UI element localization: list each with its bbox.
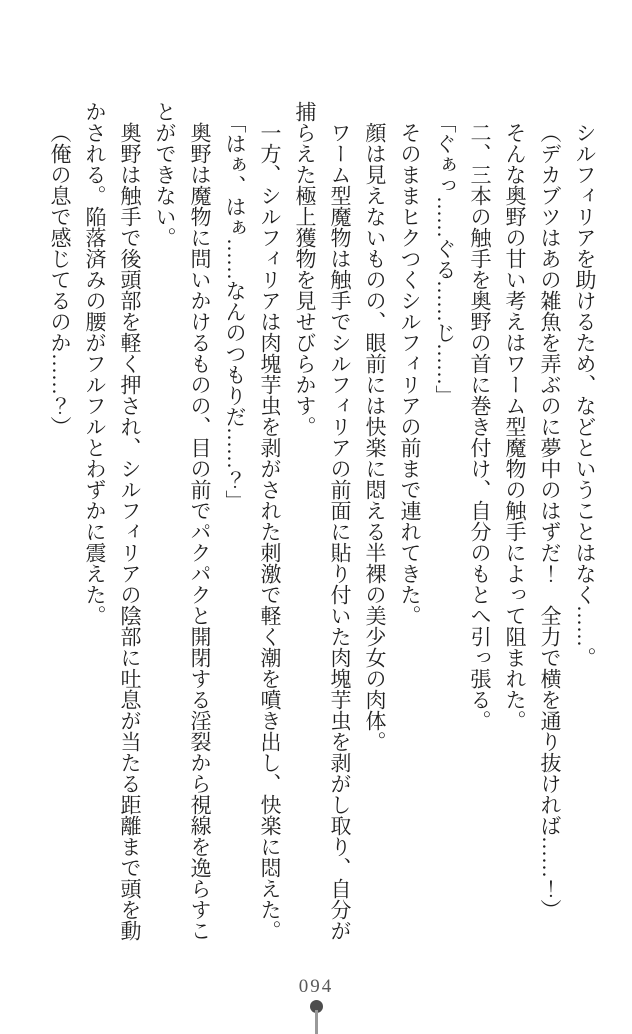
paragraph: 顔は見えないものの、眼前には快楽に悶える半裸の美少女の肉体。 xyxy=(363,122,387,752)
paragraph: ワーム型魔物は触手でシルフィリアの前面に貼り付いた肉塊芋虫を剥がし取り、自分が捕らえた極上獲物を見せびらかす。 xyxy=(293,101,352,941)
paragraph: 「はぁ、はぁ……なんのつもりだ……？」 xyxy=(223,111,247,511)
paragraph: シルフィリアを助けるため、などということはなく……。 xyxy=(573,122,597,668)
paragraph: （デカブツはあの雑魚を弄ぶのに夢中のはずだ！ 全力で横を通り抜ければ……！） xyxy=(538,122,562,920)
novel-text-block xyxy=(30,101,602,953)
paragraph: 奥野は触手で後頭部を軽く押され、シルフィリアの陰部に吐息が当たる距離まで頭を動かされる。陥落済みの腰がフルフルとわずかに震えた。 xyxy=(83,101,142,941)
paragraph: そのままヒクつくシルフィリアの前まで連れてきた。 xyxy=(398,122,422,626)
paragraph: 奥野は魔物に問いかけるものの、目の前でパクパクと開閉する淫裂から視線を逸らすことができない。 xyxy=(153,101,212,941)
paragraph: そんな奥野の甘い考えはワーム型魔物の触手によって阻まれた。 xyxy=(503,122,527,731)
page-marker-line xyxy=(315,1010,318,1034)
paragraph: 「ぐぁっ……ぐる……じ……」 xyxy=(433,111,457,406)
paragraph: 二、三本の触手を奥野の首に巻き付け、自分のもとへ引っ張る。 xyxy=(468,122,492,731)
paragraph: 一方、シルフィリアは肉塊芋虫を剥がされた刺激で軽く潮を噴き出し、快楽に悶えた。 xyxy=(258,122,282,941)
paragraph: （俺の息で感じてるのか……？） xyxy=(48,122,72,437)
page-number: 094 xyxy=(298,976,334,997)
